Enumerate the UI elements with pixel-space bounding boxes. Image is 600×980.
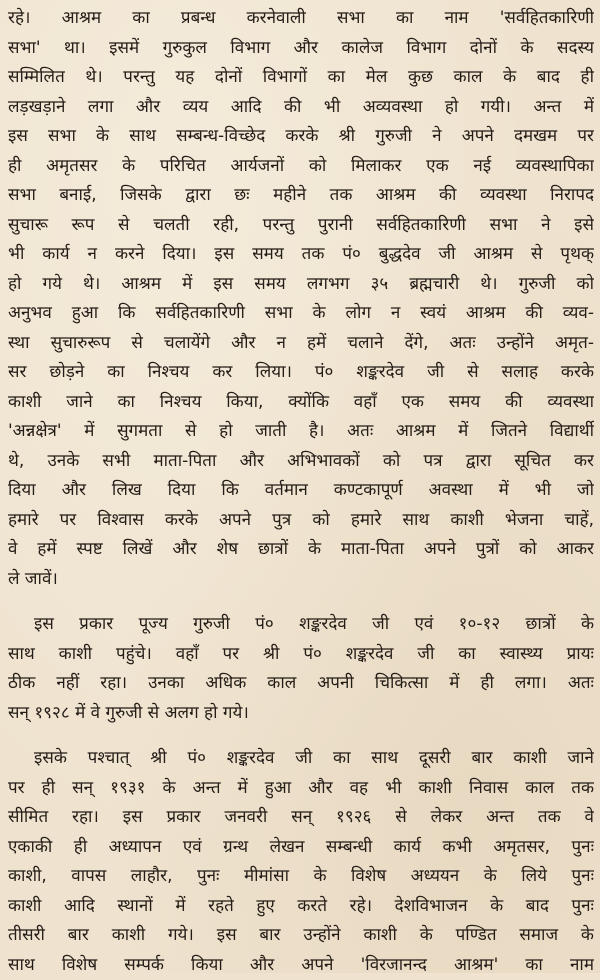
text-line: अनुभव हुआ कि सर्वहितकारिणी सभा के लोग न स्वयं आश्रम की व्यव- bbox=[8, 299, 594, 329]
text-line: सन् १९२८ में वे गुरुजी से अलग हो गये। bbox=[8, 699, 594, 729]
text-line: सम्मिलित थे। परन्तु यह दोनों विभागों का मेल कुछ काल के बाद ही bbox=[8, 63, 594, 93]
text-line: सुचारू रूप से चलती रही, परन्तु पुरानी सर्वहितकारिणी सभा ने इसे bbox=[8, 211, 594, 241]
text-line: ले जावें। bbox=[8, 565, 594, 595]
text-line: हमारे पर विश्वास करके अपने पुत्र को हमारे साथ काशी भेजना चाहें, bbox=[8, 506, 594, 536]
text-line: रहे। आश्रम का प्रबन्ध करनेवाली सभा का नाम 'सर्वहितकारिणी bbox=[8, 4, 594, 34]
text-line: इस सभा के साथ सम्बन्ध-विच्छेद करके श्री गुरुजी ने अपने दमखम पर bbox=[8, 122, 594, 152]
paragraph-1 bbox=[8, 4, 594, 594]
text-line: सर छोड़ने का निश्चय कर लिया। पं० शङ्करदेव जी से सलाह करके bbox=[8, 358, 594, 388]
text-line: काशी, वापस लाहौर, पुनः मीमांसा के विशेष अध्ययन के लिये पुनः bbox=[8, 862, 594, 892]
text-line: 'अन्नक्षेत्र' में सुगमता से हो जाती है। अतः आश्रम में जितने विद्यार्थी bbox=[8, 417, 594, 447]
text-line: थे, उनके सभी माता-पिता और अभिभावकों को पत्र द्वारा सूचित कर bbox=[8, 447, 594, 477]
text-line: हो गये थे। आश्रम में इस समय लगभग ३५ ब्रह्मचारी थे। गुरुजी को bbox=[8, 270, 594, 300]
paragraph-3 bbox=[8, 744, 594, 980]
text-line: भी कार्य न करने दिया। इस समय तक पं० बुद्धदेव जी आश्रम से पृथक् bbox=[8, 240, 594, 270]
text-line: ठीक नहीं रहा। उनका अधिक काल अपनी चिकित्सा में ही लगा। अतः bbox=[8, 669, 594, 699]
text-line: ही अमृतसर के परिचित आर्यजनों को मिलाकर एक नई व्यवस्थापिका bbox=[8, 152, 594, 182]
page-text bbox=[8, 4, 594, 980]
text-line: तीसरी बार काशी गये। इस बार उन्होंने काशी के पण्डित समाज के bbox=[8, 921, 594, 951]
text-line: सभा बनाई, जिसके द्वारा छः महीने तक आश्रम की व्यवस्था निरापद bbox=[8, 181, 594, 211]
text-line: काशी आदि स्थानों में रहते हुए करते रहे। देशविभाजन के बाद पुनः bbox=[8, 892, 594, 922]
text-line: वे हमें स्पष्ट लिखें और शेष छात्रों के माता-पिता अपने पुत्रों को आकर bbox=[8, 535, 594, 565]
text-line: काशी जाने का निश्चय किया, क्योंकि वहाँ एक समय की व्यवस्था bbox=[8, 388, 594, 418]
text-line: इस प्रकार पूज्य गुरुजी पं० शङ्करदेव जी एवं १०-१२ छात्रों के bbox=[8, 610, 594, 640]
text-line: साथ विशेष सम्पर्क किया और अपने 'विरजानन्द आश्रम' का नाम bbox=[8, 951, 594, 980]
text-line: स्था सुचारुरूप से चलायेंगे और न हमें चलाने देंगे, अतः उन्होंने अमृत- bbox=[8, 329, 594, 359]
paragraph-gap bbox=[8, 728, 594, 744]
text-line: लड़खड़ाने लगा और व्यय आदि की भी अव्यवस्था हो गयी। अन्त में bbox=[8, 93, 594, 123]
paragraph-gap bbox=[8, 594, 594, 610]
text-line: पर ही सन् १९३१ के अन्त में हुआ और वह भी काशी निवास काल तक bbox=[8, 774, 594, 804]
text-line: इसके पश्चात् श्री पं० शङ्करदेव जी का साथ दूसरी बार काशी जाने bbox=[8, 744, 594, 774]
paragraph-2 bbox=[8, 610, 594, 728]
text-line: सीमित रहा। इस प्रकार जनवरी सन् १९२६ से लेकर अन्त तक वे bbox=[8, 803, 594, 833]
text-line: एकाकी ही अध्यापन एवं ग्रन्थ लेखन सम्बन्धी कार्य कभी अमृतसर, पुनः bbox=[8, 833, 594, 863]
text-line: दिया और लिख दिया कि वर्तमान कण्टकापूर्ण अवस्था में भी जो bbox=[8, 476, 594, 506]
text-line: साथ काशी पहुंचे। वहाँ पर श्री पं० शङ्करदेव जी का स्वास्थ्य प्रायः bbox=[8, 640, 594, 670]
text-line: सभा' था। इसमें गुरुकुल विभाग और कालेज विभाग दोनों के सदस्य bbox=[8, 34, 594, 64]
